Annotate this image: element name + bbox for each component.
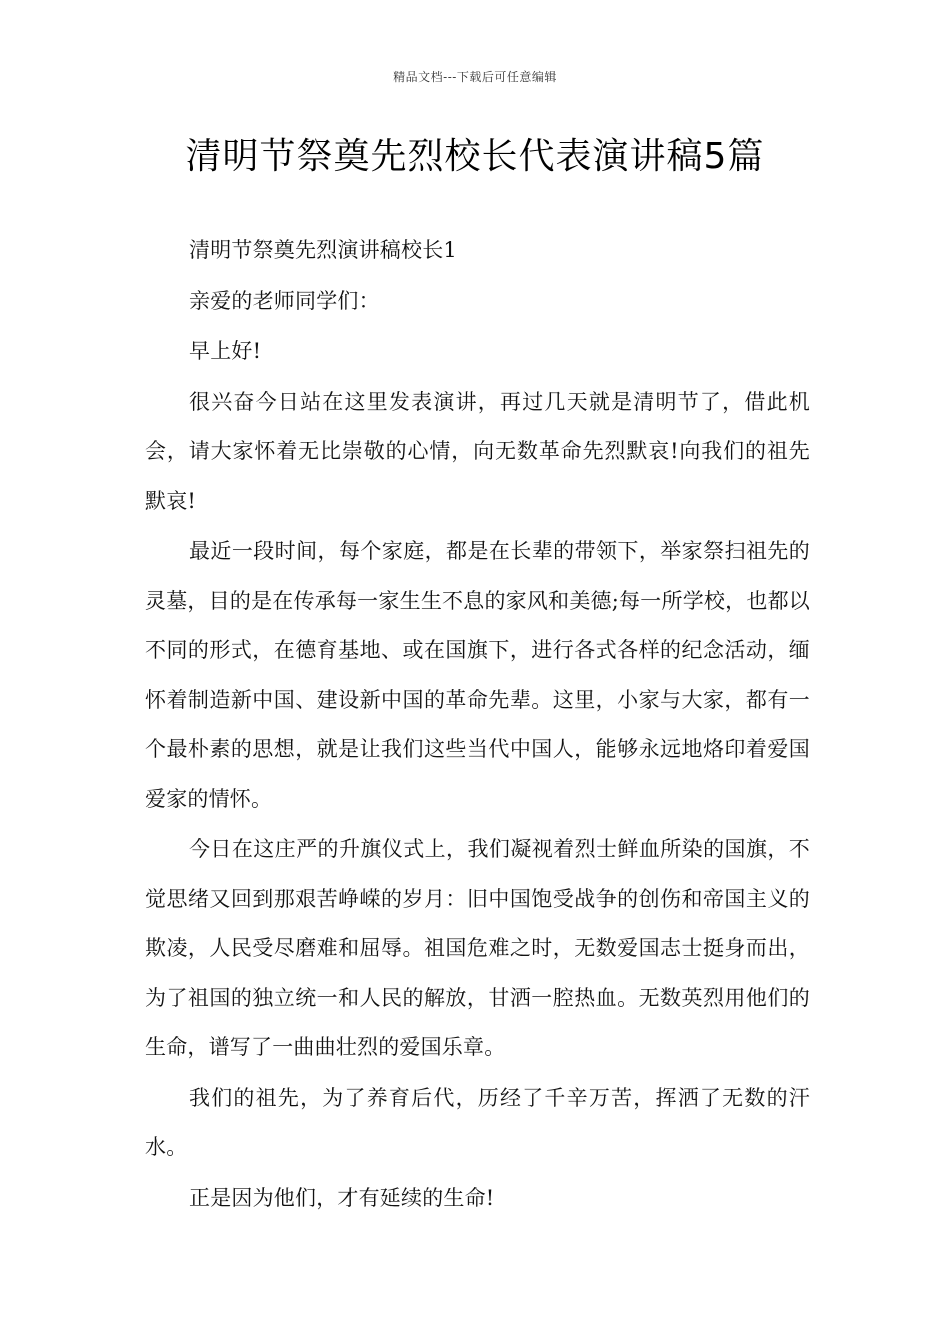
paragraph: 清明节祭奠先烈演讲稿校长1 — [189, 238, 457, 262]
paragraph: 亲爱的老师同学们： — [189, 288, 380, 313]
header-note: 精品文档---下载后可任意编辑 — [393, 70, 557, 84]
paragraph: 早上好! — [189, 339, 262, 363]
document-body — [145, 226, 810, 1224]
paragraph: 正是因为他们，才有延续的生命! — [189, 1185, 495, 1210]
paragraph: 今日在这庄严的升旗仪式上，我们凝视着烈士鲜血所染的国旗，不觉思绪又回到那艰苦峥嵘的岁月：旧中国饱受战争的创伤和帝国主义的欺凌，人民受尽磨难和屈辱。祖国危难之时，无数爱国志士挺身而出，为了祖国的独立统一和人民的解放，甘洒一腔热血。无数英烈用他们的生命，谱写了一曲曲壮烈的爱国乐章。 — [145, 837, 810, 1059]
paragraph: 最近一段时间，每个家庭，都是在长辈的带领下，举家祭扫祖先的灵墓，目的是在传承每一家生生不息的家风和美德;每一所学校，也都以不同的形式，在德育基地、或在国旗下，进行各式各样的纪念活动，缅怀着制造新中国、建设新中国的革命先辈。这里，小家与大家，都有一个最朴素的思想，就是让我们这些当代中国人，能够永远地烙印着爱国爱家的情怀。 — [145, 539, 810, 811]
paragraph: 很兴奋今日站在这里发表演讲，再过几天就是清明节了，借此机会，请大家怀着无比崇敬的心情，向无数革命先烈默哀!向我们的祖先默哀! — [145, 389, 810, 513]
paragraph: 我们的祖先，为了养育后代，历经了千辛万苦，挥洒了无数的汗水。 — [145, 1085, 810, 1159]
document-title: 清明节祭奠先烈校长代表演讲稿5篇 — [185, 136, 765, 177]
